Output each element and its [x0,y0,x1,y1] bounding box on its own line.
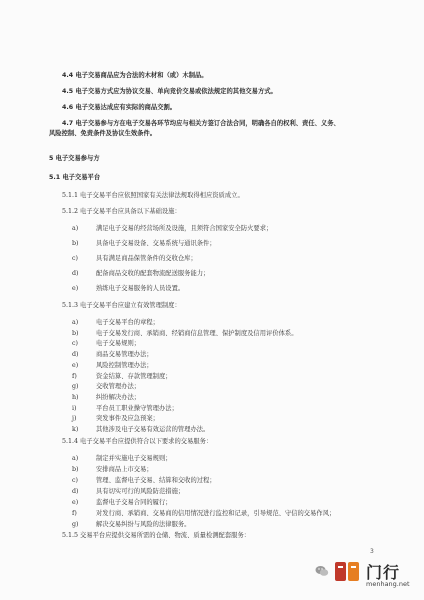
page-number: 3 [370,548,374,555]
list-item-5-1-3-marker: f) [72,372,77,380]
wechat-icon [315,565,329,577]
list-item-5-1-3-marker: k) [72,426,79,433]
list-item-5-1-3-text: 平台员工职业操守管理办法； [96,404,178,412]
list-item-5-1-4-marker: f) [72,510,77,517]
list-item-5-1-4-text: 制定并实施电子交易规则； [96,455,172,462]
list-item-5-1-2-text: 满足电子交易的经营场所及设施，且须符合国家安全防火要求； [96,225,273,232]
clause-5-1-1: 5.1.1 电子交易平台应依照国家有关法律法规取得相应资质成立。 [62,192,244,199]
clause-4-5: 4.5 电子交易方式应为协议交易、单向竞价交易或依法规定的其他交易方式。 [62,88,277,95]
clause-4-7-line2: 风险控制、免责条件及协议生效条件。 [49,130,157,137]
list-item-5-1-2-marker: b) [72,240,79,247]
clause-5-1-5: 5.1.5 交易平台应提供交易所需的仓储、物流、质量检测配套服务： [62,532,251,539]
clause-5-1-2: 5.1.2 电子交易平台应具备以下基础设施： [62,208,181,215]
section-5-1-heading: 5.1 电子交易平台 [49,174,101,181]
list-item-5-1-3-marker: b) [72,329,79,337]
list-item-5-1-3-marker: e) [72,361,79,369]
list-item-5-1-3-marker: a) [72,319,79,326]
clause-4-6: 4.6 电子交易达成应有实际的商品交割。 [62,104,177,111]
list-item-5-1-4-marker: e) [72,499,79,506]
list-item-5-1-3-text: 突发事件及应急预案； [96,415,159,423]
watermark-brand: 门行 [366,563,401,582]
list-item-5-1-3-text: 电子交易平台的章程； [96,319,159,326]
list-item-5-1-4-marker: b) [72,466,79,473]
list-item-5-1-3-marker: c) [72,340,78,348]
list-item-5-1-2-marker: e) [72,285,79,292]
list-item-5-1-2-text: 具有满足商品保管条件的交收仓库； [96,255,197,262]
list-item-5-1-3-marker: d) [72,351,79,359]
list-item-5-1-3-marker: h) [72,393,79,401]
list-item-5-1-3-text: 商品交易管理办法； [96,351,153,359]
section-5-heading: 5 电子交易参与方 [49,155,100,162]
list-item-5-1-3-marker: g) [72,383,79,391]
list-item-5-1-3-text: 其他涉及电子交易有效运营的管理办法。 [96,426,210,433]
list-item-5-1-4-text: 对发行商、承销商、交易商的信用情况进行监控和记录，引导规范、守信的交易作风； [96,510,336,517]
list-item-5-1-4-text: 监督电子交易合同的履行； [96,499,172,506]
list-item-5-1-2-marker: d) [72,270,79,277]
list-item-5-1-3-text: 风险控制管理办法； [96,361,153,369]
list-item-5-1-3-marker: i) [72,404,77,412]
clause-4-4: 4.4 电子交易商品应为合法的木材和（或）木制品。 [62,72,208,79]
clause-5-1-4: 5.1.4 电子交易平台应提供符合以下要求的交易服务： [62,438,213,445]
list-item-5-1-2-text: 熟练电子交易服务的人员设置。 [96,285,185,292]
list-item-5-1-4-marker: d) [72,488,79,495]
list-item-5-1-4-marker: g) [72,521,79,528]
list-item-5-1-3-text: 交收管理办法； [96,383,141,391]
list-item-5-1-4-marker: c) [72,477,78,484]
list-item-5-1-4-text: 安排商品上市交易； [96,466,153,473]
list-item-5-1-4-text: 具有切实可行的风险防范措施； [96,488,185,495]
list-item-5-1-3-text: 电子交易发行商、承销商、经销商信息管理、保护制度及信用评价体系。 [96,329,298,337]
menhang-logo-icon [334,559,364,583]
list-item-5-1-4-text: 解决交易纠纷与风险的法律服务。 [96,521,191,528]
list-item-5-1-3-text: 资金结算、存款管理制度； [96,372,172,380]
list-item-5-1-2-text: 具备电子交易设备、交易系统与通讯条件； [96,240,216,247]
list-item-5-1-4-text: 管理、监督电子交易、结算和交收的过程； [96,477,216,484]
list-item-5-1-2-text: 配备商品交收的配套物流配送服务能力； [96,270,210,277]
list-item-5-1-3-marker: j) [72,415,77,423]
clause-4-7-line1: 4.7 电子交易参与方在电子交易各环节均应与相关方签订合法合同，明确各自的权利、责任、义务、 [62,120,340,127]
clause-5-1-3: 5.1.3 电子交易平台应建立有效管理制度： [62,302,181,309]
watermark-site: menhang.net [366,580,410,588]
list-item-5-1-3-text: 纠纷解决办法； [96,393,141,401]
list-item-5-1-3-text: 电子交易规则； [96,340,141,348]
list-item-5-1-2-marker: a) [72,225,79,232]
list-item-5-1-2-marker: c) [72,255,78,262]
list-item-5-1-4-marker: a) [72,455,79,462]
